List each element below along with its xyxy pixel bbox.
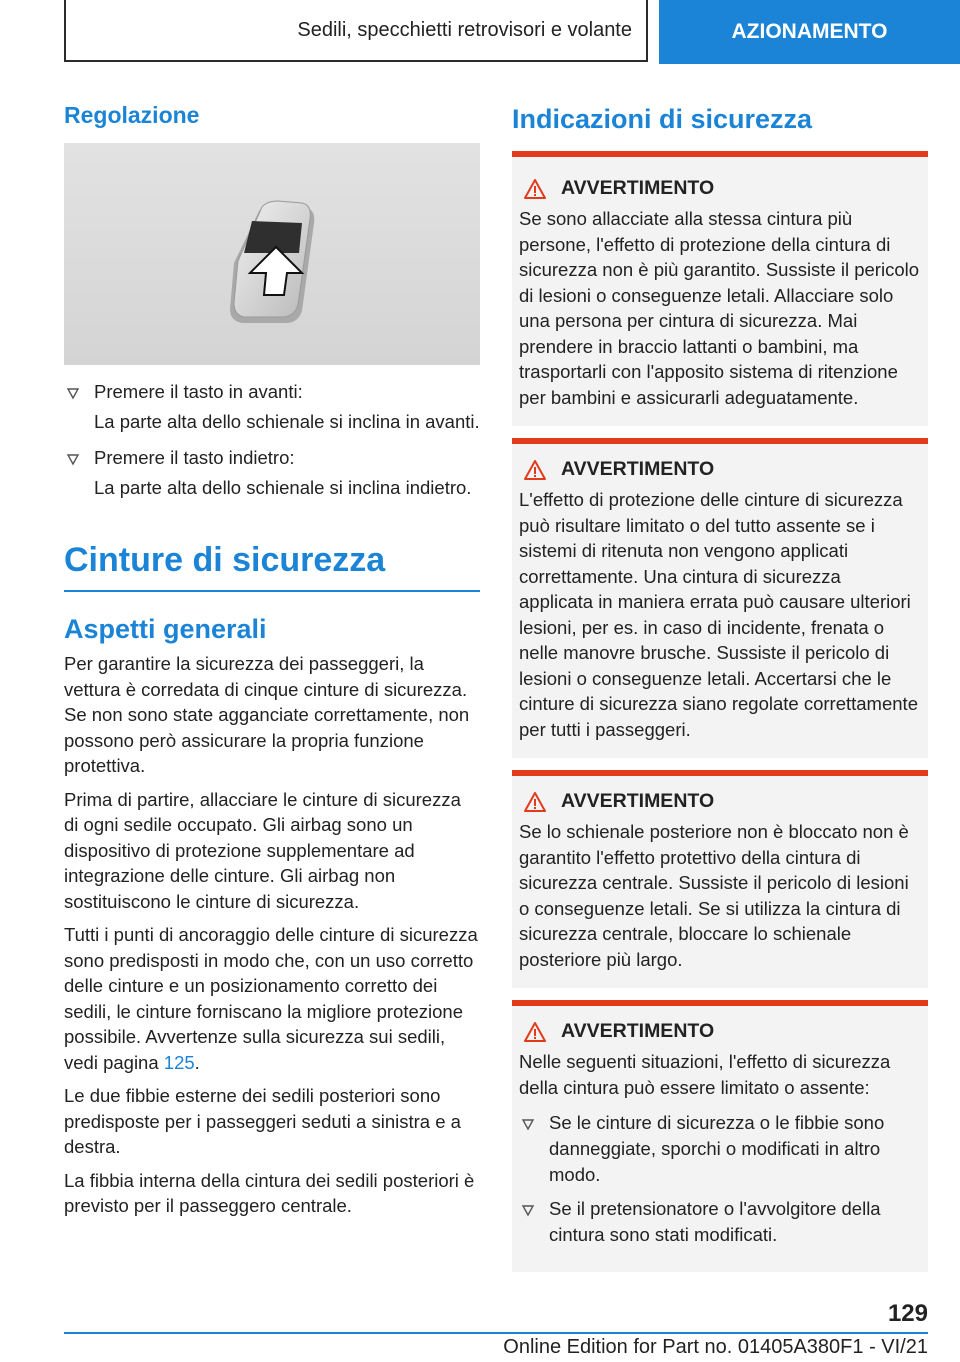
warning-title: [519, 1020, 920, 1043]
triangle-bullet-icon: [66, 386, 80, 400]
bullet-text: Se le cinture di sicurezza o le fibbie sono danneggiate, sporchi o modificati in altro modo.: [549, 1112, 885, 1185]
triangle-bullet-icon: [521, 1203, 535, 1217]
paragraph-with-reference: [64, 922, 480, 1075]
warning-body: Se sono allacciate alla stessa cintura più persone, l'effetto di protezione della cintura di sicurezza non è più garantito. Sussiste il pericolo di lesioni o conseguenze letali. Allacciare solo una persona per cintura di sicurezza. Mai prendere in braccio lattanti o bambini, ma trasportarli con l'apposito sistema di ritenzione per bambini e assicurarli adeguatamente.: [519, 208, 920, 408]
warning-list: [519, 1110, 920, 1248]
page-number: 129: [887, 1300, 928, 1327]
list-item: [64, 379, 480, 435]
heading-aspetti: Aspetti generali: [64, 614, 267, 644]
warning-body: Nelle seguenti situazioni, l'effetto di sicurezza della cintura può essere limitato o assente:: [519, 1051, 891, 1098]
bullet-sub: La parte alta dello schienale si inclina in avanti.: [94, 411, 480, 432]
list-item: [519, 1110, 920, 1188]
page-header: [64, 0, 960, 64]
warning-triangle-icon: [523, 459, 547, 481]
warning-triangle-icon: [523, 178, 547, 200]
warning-title-text: AVVERTIMENTO: [561, 177, 715, 199]
warning-triangle-icon: [523, 1021, 547, 1043]
seat-button-illustration: [64, 143, 480, 365]
paragraph: Le due fibbie esterne dei sedili posteriori sono predisposte per i passeggeri seduti a sinistra e a destra.: [64, 1085, 461, 1157]
warning-body: Se lo schienale posteriore non è bloccato non è garantito l'effetto protettivo della cintura di sicurezza centrale. Sussiste il pericolo di lesioni o conseguenze letali. Se si utilizza la cintura di sicurezza centrale, bloccare lo schienale posteriore più largo.: [519, 821, 909, 970]
footer-divider: [64, 1332, 928, 1334]
warning-title-text: AVVERTIMENTO: [561, 790, 715, 812]
warning-title: [519, 177, 920, 200]
bullet-main: Premere il tasto in avanti:: [94, 381, 303, 402]
warning-body: L'effetto di protezione delle cinture di sicurezza può risultare limitato o del tutto assente se i sistemi di ritenuta non vengono applicati correttamente. Una cintura di sicurezza applicata in maniera errata può causare ulteriori lesioni, per es. in caso di incidente, frenata o nelle manovre brusche. Sussiste il pericolo di lesioni o conseguenze letali. Accertarsi che le cinture di sicurezza siano regolate correttamente per tutti i passeggeri.: [519, 489, 918, 740]
heading-indicazioni: Indicazioni di sicurezza: [512, 104, 928, 157]
section-title: Sedili, specchietti retrovisori e volante: [64, 0, 648, 62]
warning-title-text: AVVERTIMENTO: [561, 1020, 715, 1042]
list-item: [519, 1196, 920, 1248]
seat-adjust-button-icon: [64, 143, 480, 365]
warning-box: [512, 438, 928, 758]
list-item: [64, 445, 480, 501]
warning-box: [512, 157, 928, 426]
warning-title: [519, 458, 920, 481]
bullet-main: Premere il tasto indietro:: [94, 447, 295, 468]
warning-title: [519, 790, 920, 813]
right-column: [512, 96, 928, 1284]
warning-title-text: AVVERTIMENTO: [561, 458, 715, 480]
bullet-sub: La parte alta dello schienale si inclina indietro.: [94, 477, 472, 498]
page-reference-link[interactable]: 125: [163, 1051, 195, 1073]
left-column: [64, 96, 480, 1227]
edition-footer: Online Edition for Part no. 01405A380F1 - VI/21: [503, 1336, 928, 1358]
heading-cinture: Cinture di sicurezza: [64, 541, 480, 592]
paragraph: Per garantire la sicurezza dei passeggeri, la vettura è corredata di cinque cinture di sicurezza. Se non sono state agganciate correttamente, non possono però assicurare la propria funzione protettiva.: [64, 653, 470, 776]
warning-box: [512, 1000, 928, 1272]
triangle-bullet-icon: [66, 452, 80, 466]
paragraph: Prima di partire, allacciare le cinture di sicurezza di ogni sedile occupato. Gli airbag sono un dispositivo di protezione supplementare ad integrazione delle cinture. Gli airbag non sostituiscono le cinture di sicurezza.: [64, 788, 461, 912]
paragraph: La fibbia interna della cintura dei sedili posteriori è previsto per il passeggero centrale.: [64, 1169, 475, 1216]
triangle-bullet-icon: [521, 1117, 535, 1131]
chapter-tab[interactable]: AZIONAMENTO: [659, 0, 960, 64]
heading-regolazione: Regolazione: [64, 102, 200, 128]
regolazione-list: [64, 379, 480, 501]
paragraph-end: .: [194, 1051, 200, 1073]
warning-box: [512, 770, 928, 988]
paragraph-text: Tutti i punti di ancoraggio delle cinture di sicurezza sono predisposti in modo che, con un uso corretto delle cinture e un posizionamento corretto dei sedili, le cinture forniscano la migliore protezione possibile. Avvertenze sulla sicurezza sui sedili, vedi pagina: [64, 924, 478, 1073]
bullet-text: Se il pretensionatore o l'avvolgitore della cintura sono stati modificati.: [549, 1198, 881, 1245]
warning-triangle-icon: [523, 791, 547, 813]
